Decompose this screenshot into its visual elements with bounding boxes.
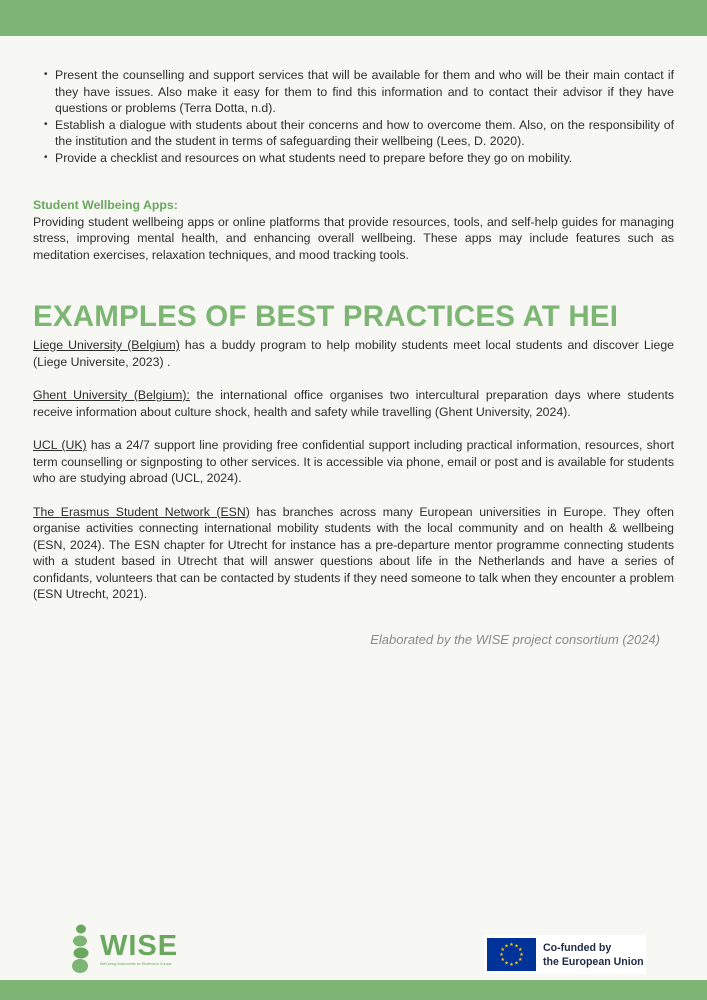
wise-logo-text: WISE (100, 930, 179, 962)
wellbeing-apps-block (33, 197, 674, 263)
svg-text:★: ★ (509, 962, 514, 968)
practice-ucl (33, 437, 674, 487)
svg-text:★: ★ (514, 960, 519, 967)
practice-text: has a 24/7 support line providing free confidential support including practical information, resources, short term counselling or signposting to other services. It is accessible via phone, email or post and is available for students who are studying abroad (UCL, 2024). (33, 438, 674, 485)
bottom-band (0, 980, 707, 1000)
wellbeing-apps-heading: Student Wellbeing Apps: (33, 198, 178, 212)
svg-text:★: ★ (504, 960, 509, 967)
svg-text:★: ★ (504, 943, 509, 950)
bullet-item: • Present the counselling and support services that will be available for them and who will be their main contact if they have issues. Also make it easy for them to find this information and to contact their advisor if they have questions or problems (Terra Dotta, n.d). (33, 67, 674, 117)
advice-bullet-list (33, 67, 674, 166)
page-content (33, 67, 674, 603)
eu-flag-icon (487, 938, 536, 971)
eu-cofunded-badge (484, 935, 646, 974)
section-title: EXAMPLES OF BEST PRACTICES AT HEI (33, 300, 619, 333)
practice-text: has branches across many European universities in Europe. They often organise activities connecting international mobility students with the local community and on health & wellbeing (ESN, 2024). The ESN chapter for Utrecht for instance has a pre-departure mentor programme connecting students with a student based in Utrecht that will answer questions about life in the Netherlands and have a series of confidants, volunteers that can be contacted by students if they need someone to talk when they encounter a problem (ESN Utrecht, 2021). (33, 504, 675, 601)
practice-text: has a buddy program to help mobility students meet local students and discover Liege (Liege Universite, 2023) . (33, 338, 674, 369)
bullet-item: • Provide a checklist and resources on what students need to prepare before they go on mobility. (33, 150, 674, 167)
practice-link-esn[interactable]: The Erasmus Student Network (ESN) (33, 504, 250, 519)
eu-line-2: the European Union (543, 955, 644, 968)
practice-link-ghent[interactable]: Ghent University (Belgium): (33, 388, 190, 402)
svg-text:★: ★ (517, 957, 523, 963)
wise-logo-subtitle: Well-being Instruments for Students in Europe (100, 962, 172, 966)
eu-cofunded-text (543, 941, 644, 969)
practice-ghent (33, 387, 674, 420)
practice-liege (33, 337, 674, 370)
svg-text:★: ★ (517, 947, 523, 953)
svg-text:★: ★ (509, 942, 514, 948)
practice-esn (33, 504, 674, 603)
bullet-item: • Establish a dialogue with students about their concerns and how to overcome them. Also, on the responsibility of the institution and the student in terms of safeguarding their wellbeing (Lees, D. 2020). (33, 117, 674, 150)
credit-line: Elaborated by the WISE project consortium (2024) (370, 632, 660, 647)
eu-line-1: Co-funded by (543, 941, 612, 954)
svg-text:★: ★ (500, 957, 506, 963)
svg-text:★: ★ (499, 952, 504, 958)
svg-text:★: ★ (519, 952, 524, 958)
top-band (0, 0, 707, 36)
practice-link-liege[interactable]: Liege University (Belgium) (33, 338, 180, 352)
svg-text:★: ★ (500, 947, 506, 953)
svg-text:★: ★ (514, 943, 519, 950)
practice-link-ucl[interactable]: UCL (UK) (33, 438, 87, 452)
wellbeing-apps-text: Providing student wellbeing apps or online platforms that provide resources, tools, and self-help guides for managing stress, improving mental health, and enhancing overall wellbeing. These apps may include features such as meditation exercises, relaxation techniques, and mood tracking tools. (33, 214, 674, 262)
practice-text: the international office organises two intercultural preparation days where students receive information about culture shock, health and safety while travelling (Ghent University, 2024). (33, 388, 675, 419)
